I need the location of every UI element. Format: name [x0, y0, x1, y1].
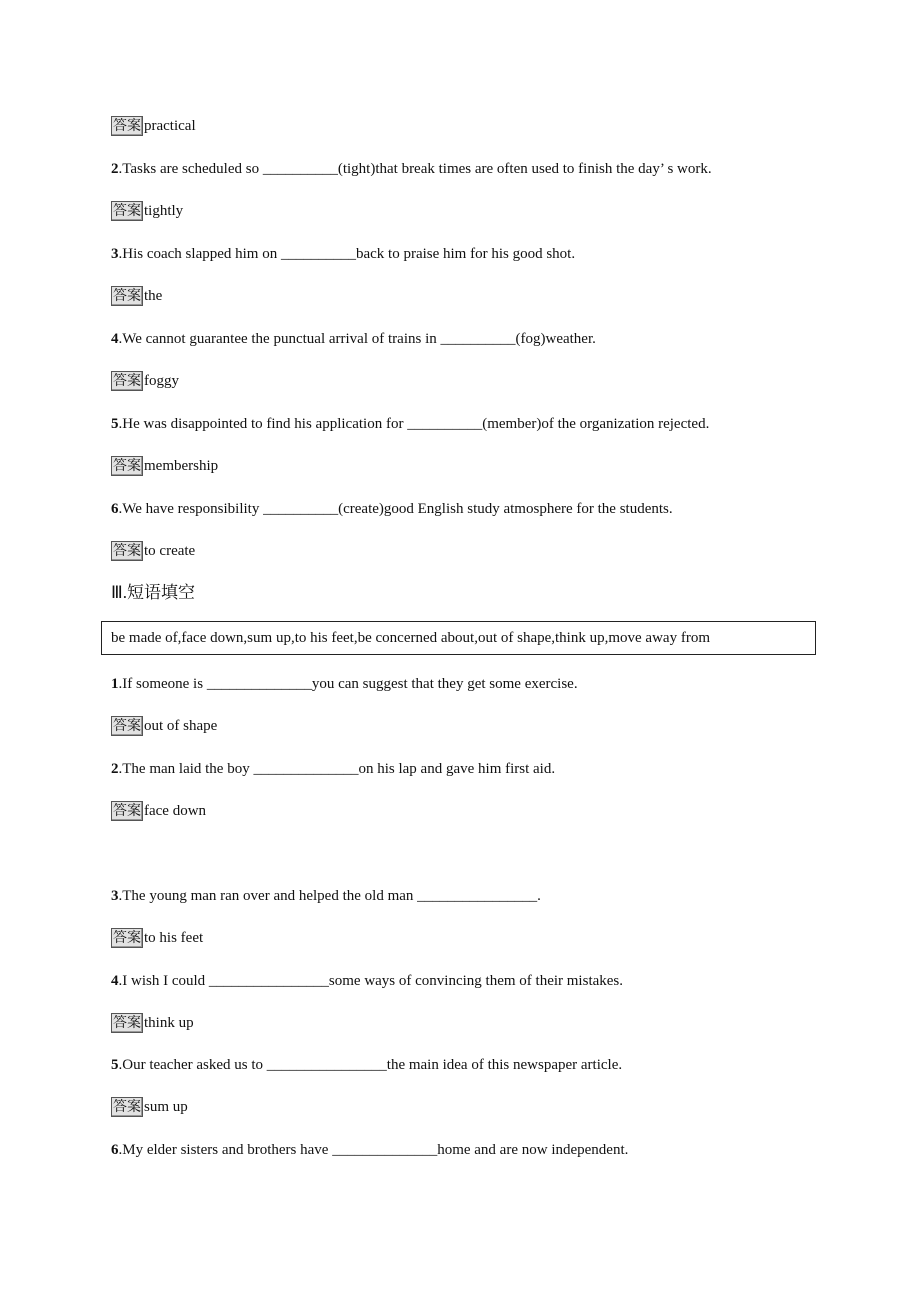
blank: __________ — [440, 331, 516, 347]
answer-text: practical — [144, 118, 196, 134]
question-text-after: (member)of the organization rejected. — [482, 416, 710, 432]
question-text-before: .Our teacher asked us to — [118, 1057, 267, 1073]
blank: ________________ — [417, 888, 538, 904]
blank: ______________ — [206, 676, 312, 692]
question-text-before: .The man laid the boy — [118, 761, 254, 777]
section-title-text: 短语填空 — [126, 583, 195, 603]
question-number: 5 — [111, 1057, 119, 1073]
answer-badge: 答案 — [113, 718, 141, 734]
blank: ______________ — [332, 1142, 438, 1158]
question-line — [111, 1055, 622, 1075]
question-text-before: .My elder sisters and brothers have — [118, 1142, 333, 1158]
answer-badge: 答案 — [113, 203, 141, 219]
question-number: 3 — [111, 888, 119, 904]
answer-text: out of shape — [144, 718, 218, 734]
answer-badge: 答案 — [113, 458, 141, 474]
answer-text: membership — [144, 458, 219, 474]
question-number: 2 — [111, 761, 119, 777]
question-number: 2 — [111, 161, 119, 177]
question-line — [111, 759, 555, 779]
answer-text: to create — [144, 543, 196, 559]
answer-badge: 答案 — [113, 118, 141, 134]
answer-line — [111, 201, 183, 221]
answer-line — [111, 1013, 194, 1033]
answer-badge: 答案 — [113, 1015, 141, 1031]
answer-text: think up — [144, 1015, 194, 1031]
question-number: 5 — [111, 416, 119, 432]
question-text-before: .We have responsibility — [118, 501, 264, 517]
answer-line — [111, 716, 217, 736]
answer-line — [111, 1097, 188, 1117]
section-roman-numeral: Ⅲ. — [111, 583, 127, 602]
answer-text: foggy — [144, 373, 179, 389]
question-text-after: the main idea of this newspaper article. — [386, 1057, 623, 1073]
question-line — [111, 329, 596, 349]
question-text-after: (fog)weather. — [515, 331, 596, 347]
question-text-before: .If someone is — [118, 676, 207, 692]
blank: ______________ — [253, 761, 359, 777]
blank: __________ — [262, 161, 338, 177]
question-text-after: . — [537, 888, 541, 904]
question-text-before: .Tasks are scheduled so — [118, 161, 263, 177]
blank: ________________ — [208, 973, 329, 989]
question-text-after: home and are now independent. — [437, 1142, 629, 1158]
answer-badge: 答案 — [113, 288, 141, 304]
answer-badge: 答案 — [113, 930, 141, 946]
question-line — [111, 971, 623, 991]
blank: __________ — [263, 501, 339, 517]
section-title — [111, 582, 195, 604]
question-text-after: (create)good English study atmosphere for the students. — [338, 501, 673, 517]
question-text-after: you can suggest that they get some exercise. — [311, 676, 578, 692]
answer-badge: 答案 — [113, 543, 141, 559]
question-text-after: some ways of convincing them of their mistakes. — [328, 973, 624, 989]
question-line — [111, 244, 575, 264]
answer-text: tightly — [144, 203, 184, 219]
question-text-before: .His coach slapped him on — [118, 246, 281, 262]
blank: __________ — [280, 246, 356, 262]
question-number: 4 — [111, 973, 119, 989]
answer-text: to his feet — [144, 930, 204, 946]
answer-line — [111, 456, 218, 476]
question-line — [111, 159, 712, 179]
answer-line — [111, 928, 203, 948]
answer-line — [111, 801, 206, 821]
question-text-before: .We cannot guarantee the punctual arrival of trains in — [118, 331, 441, 347]
answer-line — [111, 541, 195, 561]
answer-text: the — [144, 288, 163, 304]
blank: __________ — [407, 416, 483, 432]
answer-line — [111, 371, 179, 391]
question-line — [111, 499, 673, 519]
question-text-after: on his lap and gave him first aid. — [358, 761, 556, 777]
question-text-before: .I wish I could — [118, 973, 209, 989]
question-number: 4 — [111, 331, 119, 347]
question-text-after: (tight)that break times are often used to finish the day’ s work. — [337, 161, 712, 177]
answer-text: face down — [144, 803, 207, 819]
phrase-bank-box: be made of,face down,sum up,to his feet,be concerned about,out of shape,think up,move away from — [101, 621, 816, 655]
question-number: 6 — [111, 1142, 119, 1158]
answer-text: sum up — [144, 1099, 188, 1115]
question-number: 3 — [111, 246, 119, 262]
question-text-before: .He was disappointed to find his application for — [118, 416, 408, 432]
answer-line — [111, 286, 162, 306]
question-number: 6 — [111, 501, 119, 517]
question-text-after: back to praise him for his good shot. — [355, 246, 576, 262]
question-line — [111, 674, 578, 694]
question-number: 1 — [111, 676, 119, 692]
question-line — [111, 886, 541, 906]
blank: ________________ — [266, 1057, 387, 1073]
answer-badge: 答案 — [113, 373, 141, 389]
answer-line — [111, 116, 196, 136]
question-line — [111, 414, 709, 434]
question-line — [111, 1140, 628, 1160]
answer-badge: 答案 — [113, 1099, 141, 1115]
answer-badge: 答案 — [113, 803, 141, 819]
question-text-before: .The young man ran over and helped the old man — [118, 888, 418, 904]
